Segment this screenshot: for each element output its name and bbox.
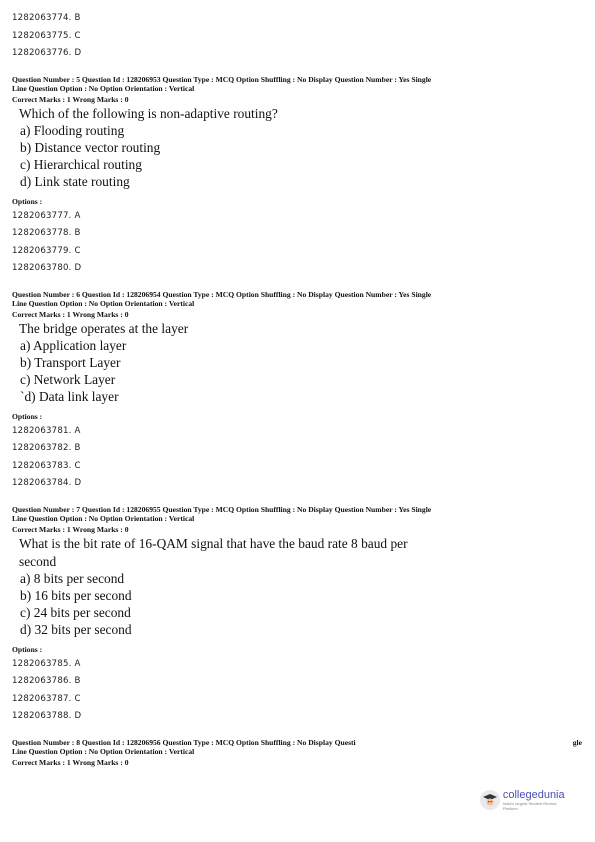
question-meta: Question Number : 6 Question Id : 128206954 Question Type : MCQ Option Shuffling : No Display Question Number : Yes Single — [12, 289, 432, 299]
question-marks: Correct Marks : 1 Wrong Marks : 0 — [12, 309, 129, 319]
option-line: 1282063783. C — [12, 460, 81, 471]
question-text: The bridge operates at the layer — [19, 320, 189, 336]
choice-b: b) 16 bits per second — [20, 587, 132, 603]
question-meta — [12, 738, 584, 747]
exam-page — [12, 10, 584, 767]
question-meta-cont: Line Question Option : No Option Orientation : Vertical — [12, 513, 195, 523]
choice-a: a) 8 bits per second — [20, 570, 125, 586]
option-line: 1282063779. C — [12, 245, 81, 256]
options-label: Options : — [12, 644, 43, 654]
graduate-mascot-icon — [480, 790, 500, 810]
option-line: 1282063775. C — [12, 30, 81, 41]
option-line: 1282063778. B — [12, 228, 81, 238]
brand-tagline: India's largest Student Review Platform — [502, 801, 557, 811]
option-line: 1282063776. D — [12, 48, 82, 58]
option-line: 1282063781. A — [12, 425, 81, 436]
question-block-6 — [12, 290, 584, 493]
question-meta-tail: gle — [572, 737, 582, 747]
top-options-list — [12, 10, 584, 63]
option-line: 1282063777. A — [12, 210, 81, 221]
question-meta-cont: Line Question Option : No Option Orientation : Vertical — [12, 746, 195, 756]
question-meta-text: Question Number : 8 Question Id : 128206956 Question Type : MCQ Option Shuffling : No Display Questi — [12, 737, 356, 747]
options-label: Options : — [12, 411, 43, 421]
brand-name: collegedunia — [502, 789, 565, 801]
option-line: 1282063785. A — [12, 658, 81, 669]
option-line: 1282063784. D — [12, 478, 82, 488]
choice-c: c) Hierarchical routing — [20, 156, 142, 172]
choice-c: c) Network Layer — [20, 371, 116, 387]
question-block-5 — [12, 75, 584, 278]
question-meta-cont: Line Question Option : No Option Orientation : Vertical — [12, 298, 195, 308]
question-meta-cont: Line Question Option : No Option Orientation : Vertical — [12, 83, 195, 93]
question-marks: Correct Marks : 1 Wrong Marks : 0 — [12, 757, 129, 767]
choice-b: b) Distance vector routing — [20, 139, 161, 155]
question-text: Which of the following is non-adaptive routing? — [19, 105, 278, 121]
question-block-7 — [12, 505, 584, 726]
collegedunia-watermark — [480, 786, 572, 814]
option-line: 1282063782. B — [12, 443, 81, 453]
question-marks: Correct Marks : 1 Wrong Marks : 0 — [12, 524, 129, 534]
choice-c: c) 24 bits per second — [20, 604, 131, 620]
choice-d: `d) Data link layer — [20, 388, 119, 404]
question-text: What is the bit rate of 16-QAM signal that have the baud rate 8 baud per — [19, 535, 408, 551]
option-line: 1282063774. B — [12, 13, 81, 23]
watermark-text-group — [503, 789, 572, 811]
option-line: 1282063780. D — [12, 263, 82, 273]
question-block-8 — [12, 738, 584, 767]
option-line: 1282063787. C — [12, 693, 81, 704]
choice-d: d) Link state routing — [20, 173, 130, 189]
question-meta: Question Number : 5 Question Id : 128206953 Question Type : MCQ Option Shuffling : No Display Question Number : Yes Single — [12, 74, 432, 84]
option-line: 1282063788. D — [12, 711, 82, 721]
choice-b: b) Transport Layer — [20, 354, 121, 370]
question-meta: Question Number : 7 Question Id : 128206955 Question Type : MCQ Option Shuffling : No Display Question Number : Yes Single — [12, 504, 432, 514]
option-line: 1282063786. B — [12, 676, 81, 686]
choice-a: a) Flooding routing — [20, 122, 125, 138]
question-marks: Correct Marks : 1 Wrong Marks : 0 — [12, 94, 129, 104]
choice-a: a) Application layer — [20, 337, 127, 353]
options-label: Options : — [12, 196, 43, 206]
choice-d: d) 32 bits per second — [20, 621, 132, 637]
question-text-cont: second — [19, 553, 57, 569]
